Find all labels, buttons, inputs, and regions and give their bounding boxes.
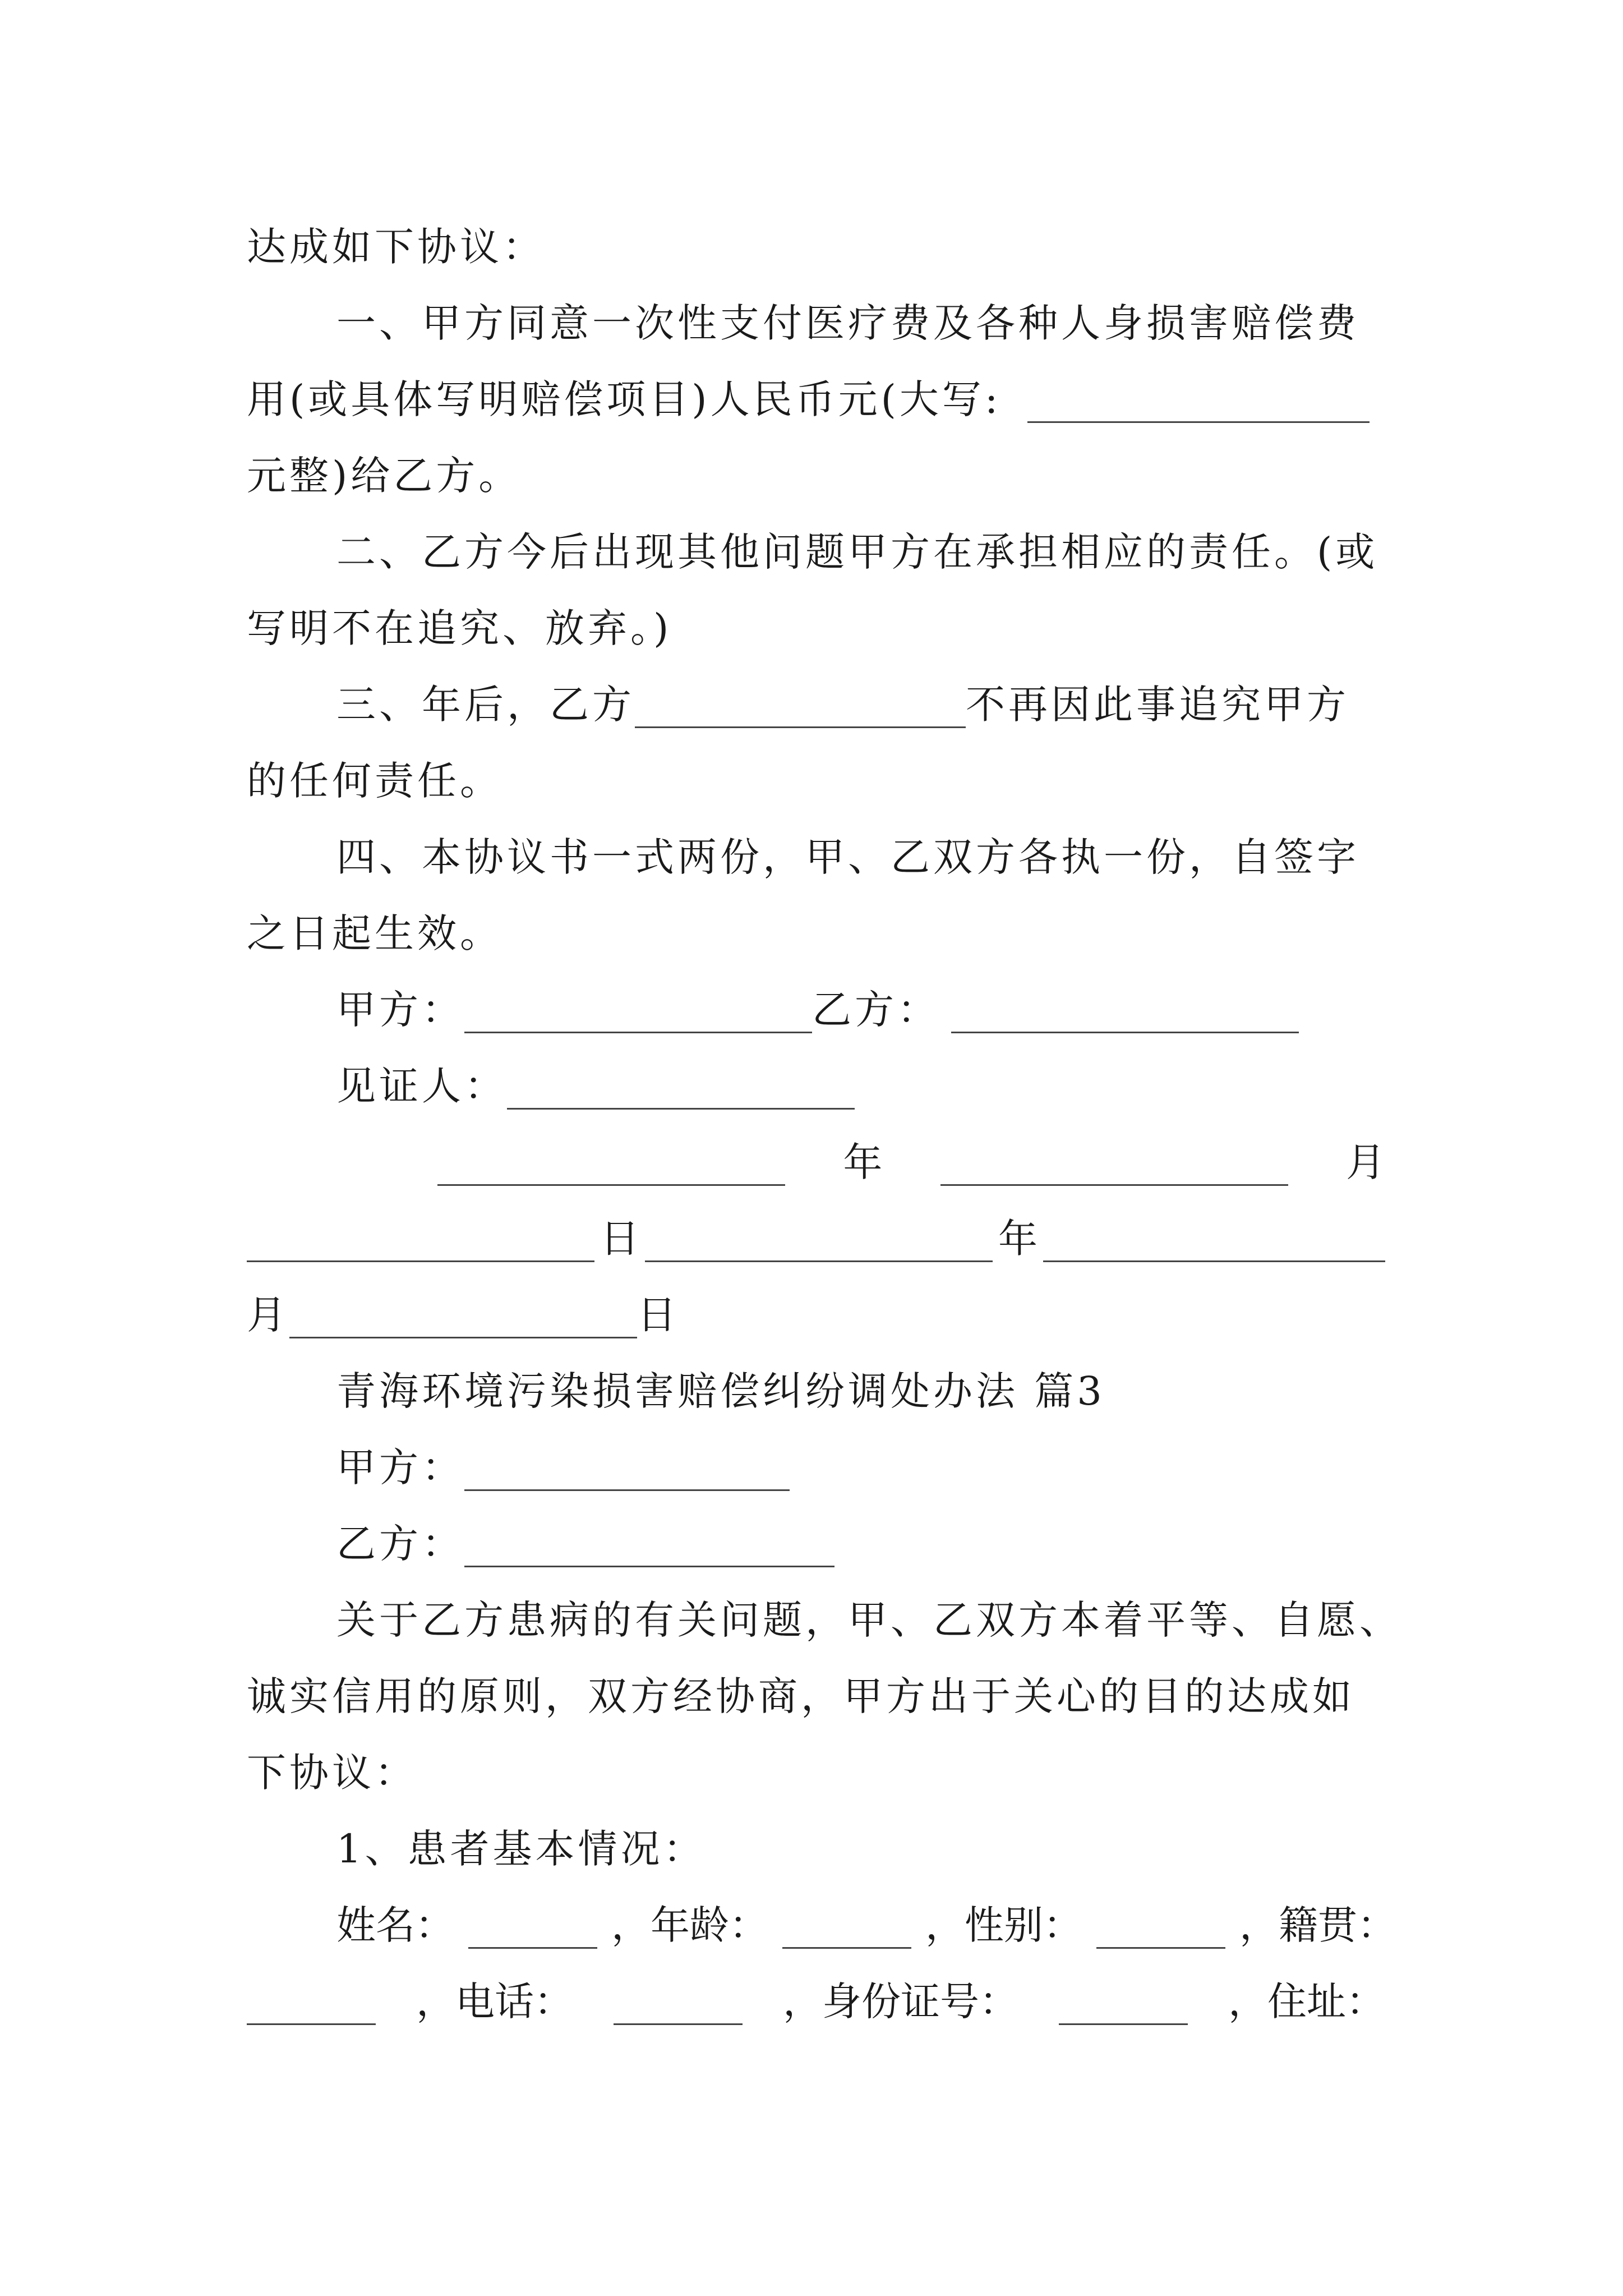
name-blank[interactable]: [468, 1902, 597, 1949]
witness-label: 见证人：: [336, 1063, 507, 1109]
text-line: 1、患者基本情况：: [336, 1826, 706, 1872]
paragraph-line: [336, 285, 1385, 361]
party-a-label: 甲方：: [336, 987, 464, 1033]
text-line: 不再因此事追究甲方: [966, 682, 1349, 728]
text-line: 一、甲方同意一次性支付医疗费及各种人身损害赔偿费: [336, 300, 1359, 346]
year-label: 年: [998, 1216, 1038, 1262]
hometown-blank[interactable]: [247, 1978, 376, 2025]
year-blank[interactable]: [437, 1139, 785, 1186]
text-line: 三、年后，乙方: [336, 682, 635, 728]
fill-blank[interactable]: [635, 682, 966, 728]
day-blank[interactable]: [289, 1292, 637, 1338]
party-b-blank[interactable]: [951, 987, 1299, 1033]
patient-info-line: [247, 1963, 1385, 2040]
day-label: 日: [600, 1216, 639, 1262]
date-line: [247, 1200, 1385, 1277]
text-line: 诚实信用的原则，双方经协商，甲方出于关心的目的达成如: [247, 1673, 1355, 1719]
text-line: 用(或具体写明赔偿项目)人民币元(大写:: [247, 376, 1002, 422]
party-b-label: 乙方：: [336, 1521, 464, 1567]
party-a-blank[interactable]: [464, 1444, 790, 1491]
paragraph-line: [336, 819, 1385, 895]
patient-info-line: [336, 1887, 1396, 1963]
text-line: 达成如下协议：: [247, 224, 545, 270]
phone-label: ，电话：: [416, 1978, 573, 2024]
party-a-label: 甲方：: [336, 1444, 464, 1490]
year-blank[interactable]: [645, 1216, 993, 1262]
month-blank[interactable]: [1043, 1216, 1385, 1262]
address-label: ，住址：: [1228, 1978, 1385, 2024]
paragraph-line: [247, 438, 1385, 514]
text-line: 元整)给乙方。: [247, 453, 522, 499]
gender-blank[interactable]: [1096, 1902, 1225, 1949]
party-b-label: 乙方：: [812, 987, 940, 1033]
gender-label: ，性别：: [925, 1902, 1082, 1948]
section-heading: [336, 1353, 1385, 1429]
paragraph-line: [247, 743, 1385, 819]
age-label: ，年龄：: [611, 1902, 768, 1948]
month-blank[interactable]: [940, 1139, 1288, 1186]
text-line: 的任何责任。: [247, 758, 502, 804]
party-b-blank[interactable]: [464, 1521, 834, 1567]
paragraph-line: [247, 895, 1385, 972]
day-label: 日: [637, 1292, 680, 1338]
paragraph-line: [247, 1658, 1385, 1734]
paragraph-line: [336, 1811, 1385, 1887]
day-blank[interactable]: [247, 1216, 594, 1262]
paragraph-line: [336, 514, 1385, 590]
name-label: 姓名：: [336, 1902, 454, 1948]
text-line: 下协议：: [247, 1750, 417, 1796]
witness-blank[interactable]: [507, 1063, 855, 1110]
phone-blank[interactable]: [614, 1978, 743, 2025]
witness-line: [336, 1048, 1385, 1124]
age-blank[interactable]: [782, 1902, 911, 1949]
paragraph-line: [247, 1734, 1385, 1811]
party-line: [336, 1506, 1385, 1582]
month-label: 月: [1345, 1139, 1385, 1185]
paragraph-line: [336, 666, 1385, 743]
paragraph-line: [247, 590, 1385, 666]
signature-line: [336, 972, 1385, 1048]
party-a-blank[interactable]: [464, 987, 812, 1033]
hometown-label: ，籍贯：: [1239, 1902, 1396, 1948]
fill-blank[interactable]: [1027, 376, 1370, 423]
month-label: 月: [247, 1292, 289, 1338]
text-line: 二、乙方今后出现其他问题甲方在承担相应的责任。(或: [336, 529, 1378, 575]
party-line: [336, 1429, 1385, 1506]
paragraph-line: [336, 1582, 1402, 1658]
id-number-blank[interactable]: [1059, 1978, 1188, 2025]
date-line: [437, 1124, 1385, 1200]
id-number-label: ，身份证号：: [783, 1978, 1018, 2024]
text-line: 四、本协议书一式两份，甲、乙双方各执一份，自签字: [336, 834, 1359, 880]
text-line: 关于乙方患病的有关问题，甲、乙双方本着平等、自愿、: [336, 1597, 1402, 1643]
text-line: 写明不在追究、放弃。): [247, 605, 672, 651]
year-label: 年: [843, 1139, 883, 1185]
heading-text: 青海环境污染损害赔偿纠纷调处办法 篇3: [336, 1368, 1105, 1414]
paragraph-line: [247, 209, 1385, 285]
date-line: [247, 1277, 1385, 1353]
paragraph-line: [247, 361, 1385, 438]
text-line: 之日起生效。: [247, 910, 502, 956]
